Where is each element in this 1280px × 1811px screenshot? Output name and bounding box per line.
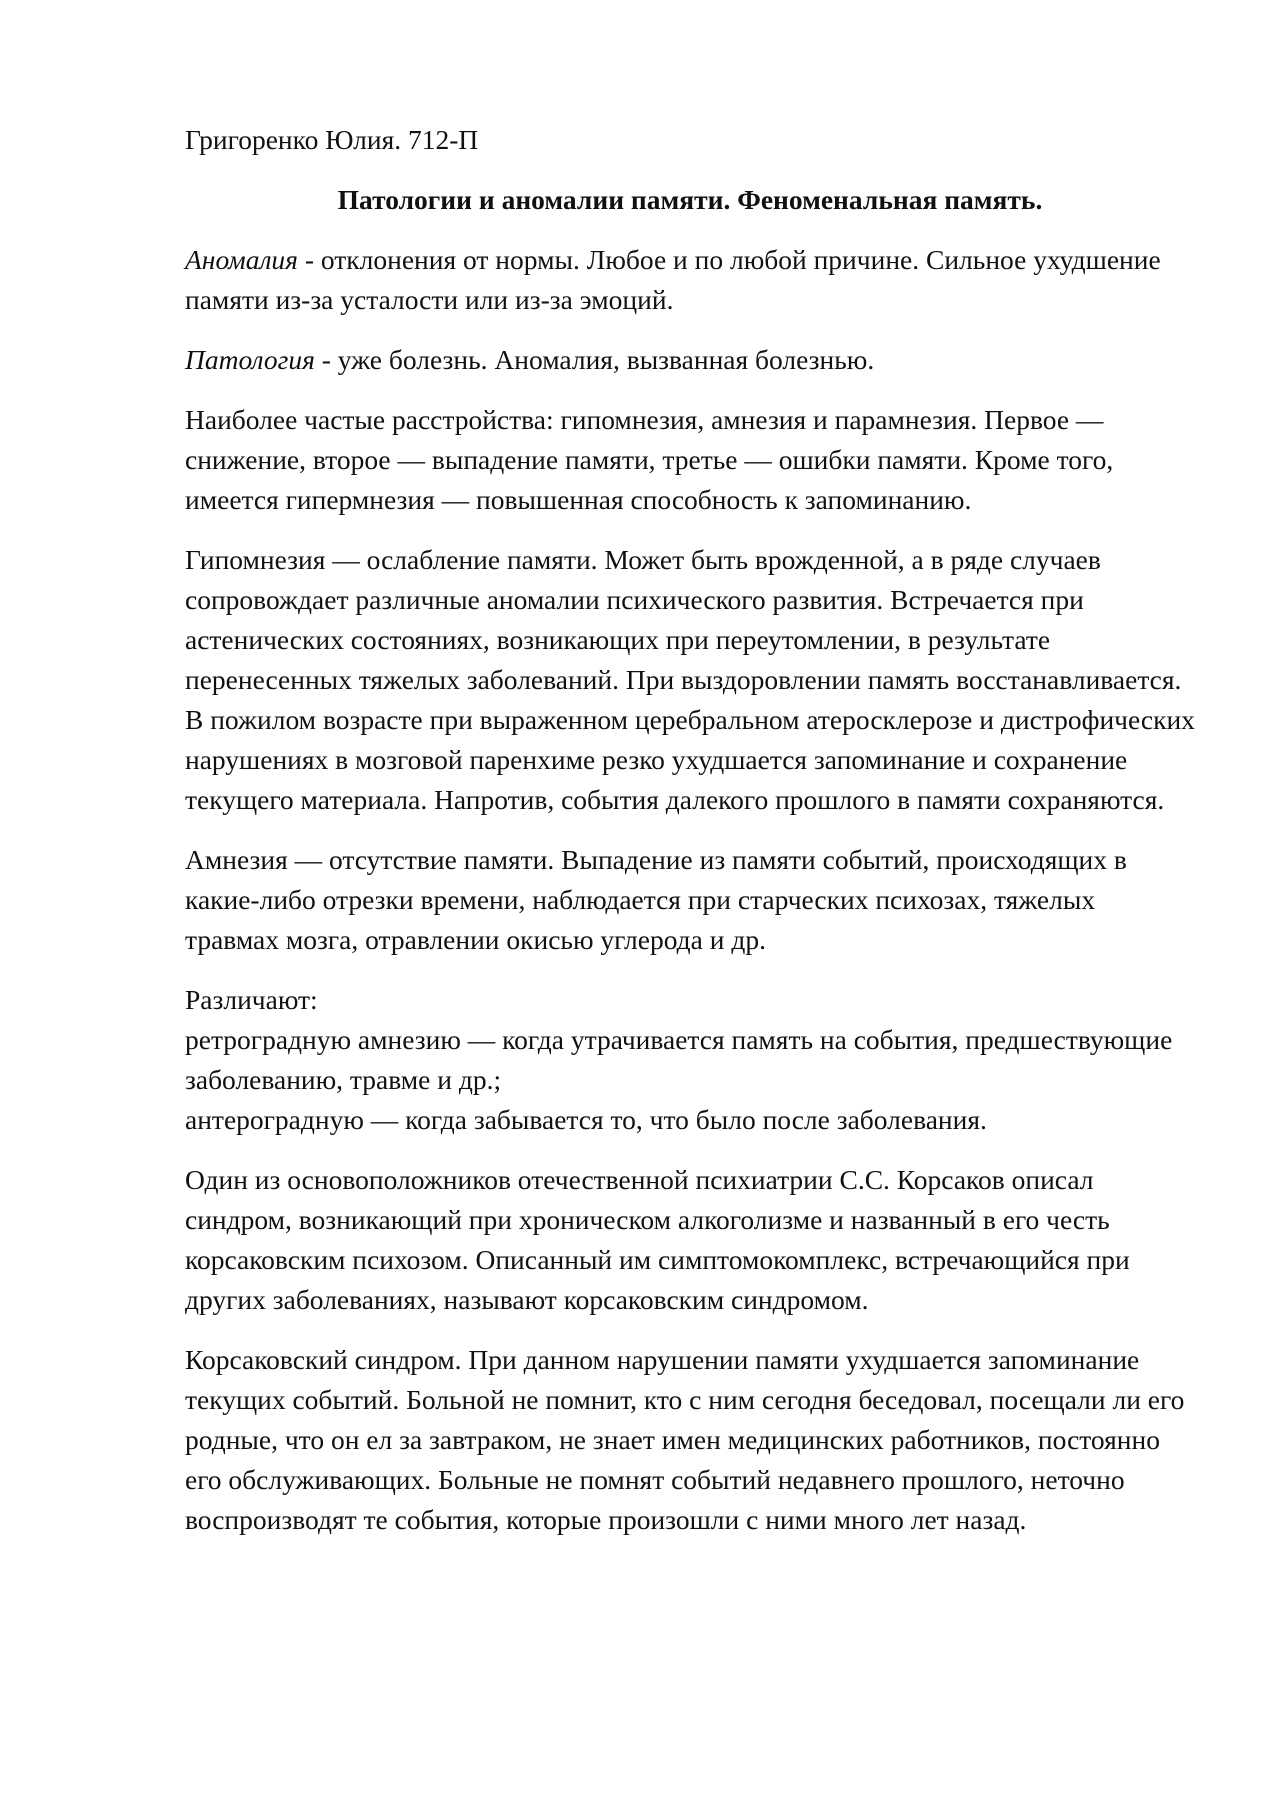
definition-pathology (185, 340, 1195, 380)
amnesia-types (185, 980, 1195, 1140)
definition-text: - уже болезнь. Аномалия, вызванная болезнью. (314, 344, 875, 375)
document-page (185, 120, 1195, 1560)
author-line: Григоренко Юлия. 712-П (185, 124, 479, 155)
amnesia-type-retrograde: ретроградную амнезию — когда утрачивается память на события, предшествующие заболеванию, травме и др.; (185, 1024, 1173, 1095)
paragraph-amnesia: Амнезия — отсутствие памяти. Выпадение из памяти событий, происходящих в какие-либо отрезки времени, наблюдается при старческих психозах, тяжелых травмах мозга, отравлении окисью углерода и др. (185, 844, 1127, 955)
amnesia-type-anterograde: антероградную — когда забывается то, что было после заболевания. (185, 1104, 987, 1135)
paragraph-disorders: Наиболее частые расстройства: гипомнезия, амнезия и парамнезия. Первое — снижение, второе — выпадение памяти, третье — ошибки памяти. Кроме того, имеется гипермнезия — повышенная способность к запоминанию. (185, 404, 1114, 515)
paragraph-korsakov-intro: Один из основоположников отечественной психиатрии С.С. Корсаков описал синдром, возникающий при хроническом алкоголизме и названный в его честь корсаковским психозом. Описанный им симптомокомплекс, встречающийся при других заболеваниях, называют корсаковским синдромом. (185, 1164, 1130, 1315)
definition-term: Аномалия (185, 244, 298, 275)
paragraph-hypomnesia: Гипомнезия — ослабление памяти. Может быть врожденной, а в ряде случаев сопровождает различные аномалии психического развития. Встречается при астенических состояниях, возникающих при переутомлении, в результате перенесенных тяжелых заболеваний. При выздоровлении память восстанавливается. В пожилом возрасте при выраженном церебральном атеросклерозе и дистрофических нарушениях в мозговой паренхиме резко ухудшается запоминание и сохранение текущего материала. Напротив, события далекого прошлого в памяти сохраняются. (185, 544, 1195, 815)
document-title: Патологии и аномалии памяти. Феноменальная память. (337, 184, 1043, 215)
definition-term: Патология (185, 344, 315, 375)
amnesia-types-label: Различают: (185, 984, 318, 1015)
paragraph-korsakov-syndrome: Корсаковский синдром. При данном нарушении памяти ухудшается запоминание текущих событий. Больной не помнит, кто с ним сегодня беседовал, посещали ли его родные, что он ел за завтраком, не знает имен медицинских работников, постоянно его обслуживающих. Больные не помнят событий недавнего прошлого, неточно воспроизводят те события, которые произошли с ними много лет назад. (185, 1344, 1185, 1535)
definition-text: - отклонения от нормы. Любое и по любой причине. Сильное ухудшение памяти из-за усталости или из-за эмоций. (185, 244, 1161, 315)
definition-anomaly (185, 240, 1195, 320)
